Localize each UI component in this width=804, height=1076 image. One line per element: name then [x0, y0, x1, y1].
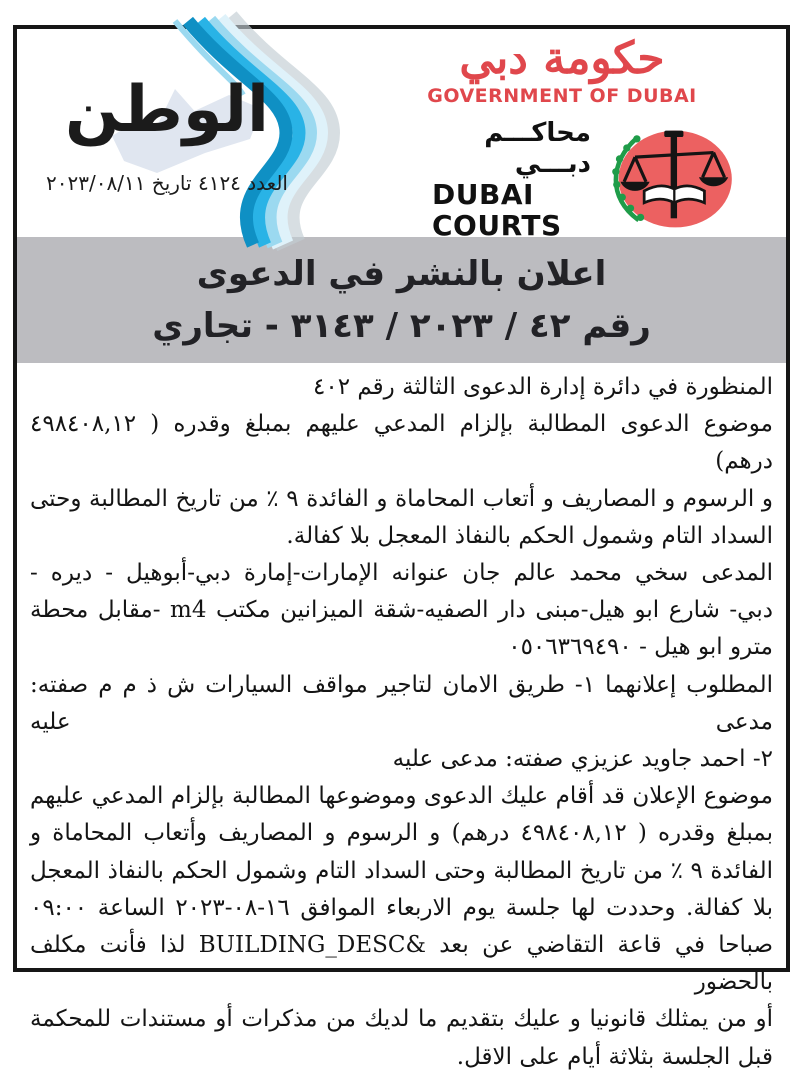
- body-line: قبل الجلسة بثلاثة أيام على الاقل.: [456, 1043, 773, 1070]
- body-line: ٢- احمد جاويد عزيزي صفته: مدعى عليه: [392, 746, 773, 773]
- body-line: موضوع الإعلان قد أقام عليك الدعوى وموضوعها المطالبة بإلزام المدعي عليهم: [30, 783, 773, 810]
- body-line: المطلوب إعلانهما ١- طريق الامان لتاجير مواقف السيارات ش ذ م م صفته: مدعى عليه: [30, 671, 774, 735]
- dubai-courts-english-label: DUBAI COURTS: [432, 177, 562, 242]
- body-line: صباحا في قاعة التقاضي عن بعد &BUILDING_DESC لذا فأنت مكلف بالحضور: [30, 932, 773, 996]
- body-line: أو من يمثلك قانونيا و عليك بتقديم ما لديك من مذكرات أو مستندات للمحكمة: [30, 1006, 773, 1033]
- body-line: موضوع الدعوى المطالبة بإلزام المدعي عليهم بمبلغ وقدره ( ٤٩٨٤٠٨,١٢ درهم): [30, 411, 773, 475]
- scales-of-justice-icon: [597, 127, 737, 232]
- notice-body: [17, 363, 786, 1076]
- issue-number-date: العدد ٤١٢٤ تاريخ ٢٠٢٣/٠٨/١١: [46, 171, 288, 195]
- government-of-dubai-english-label: GOVERNMENT OF DUBAI: [427, 85, 697, 108]
- notice-frame: [13, 25, 790, 1070]
- body-line: و الرسوم و المصاريف و أتعاب المحاماة و الفائدة ٩ ٪ من تاريخ المطالبة وحتى: [30, 485, 773, 512]
- government-of-dubai-arabic-calligraphy: حكومة دبي: [459, 33, 665, 84]
- body-line: الفائدة ٩ ٪ من تاريخ المطالبة وحتى السداد التام وشمول الحكم بالنفاذ المعجل: [30, 857, 773, 884]
- notice-title-line1: اعلان بالنشر في الدعوى: [196, 254, 607, 294]
- notice-title-bar: [17, 237, 786, 363]
- government-of-dubai-logo: [412, 35, 712, 107]
- body-line: دبي- شارع ابو هيل-مبنى دار الصفيه-شقة الميزانين مكتب m4 -مقابل محطة: [30, 597, 773, 624]
- notice-title-line2: رقم ٤٢ / ٢٠٢٣ / ٣١٤٣ - تجاري: [152, 306, 651, 346]
- body-line: بلا كفالة. وحددت لها جلسة يوم الاربعاء الموافق ١٦-٠٨-٢٠٢٣ الساعة ٠٩:٠٠: [30, 894, 773, 921]
- body-line: بمبلغ وقدره ( ٤٩٨٤٠٨,١٢ درهم) و الرسوم و المصاريف وأتعاب المحاماة و: [30, 820, 773, 847]
- body-line: المدعى سخي محمد عالم جان عنوانه الإمارات-إمارة دبي-أبوهيل - ديره -: [30, 560, 773, 587]
- newspaper-name: الوطن: [65, 73, 269, 147]
- dubai-courts-arabic-label: محاكـــم دبـــي: [484, 117, 591, 179]
- body-line: السداد التام وشمول الحكم بالنفاذ المعجل بلا كفالة.: [286, 522, 773, 549]
- newspaper-masthead: [17, 29, 786, 242]
- body-line: مترو ابو هيل - ٠٥٠٦٣٦٩٤٩٠: [508, 634, 773, 661]
- dubai-courts-labels: [432, 118, 591, 242]
- dubai-courts-block: [432, 117, 737, 242]
- body-line: المنظورة في دائرة إدارة الدعوى الثالثة رقم ٤٠٢: [312, 374, 773, 400]
